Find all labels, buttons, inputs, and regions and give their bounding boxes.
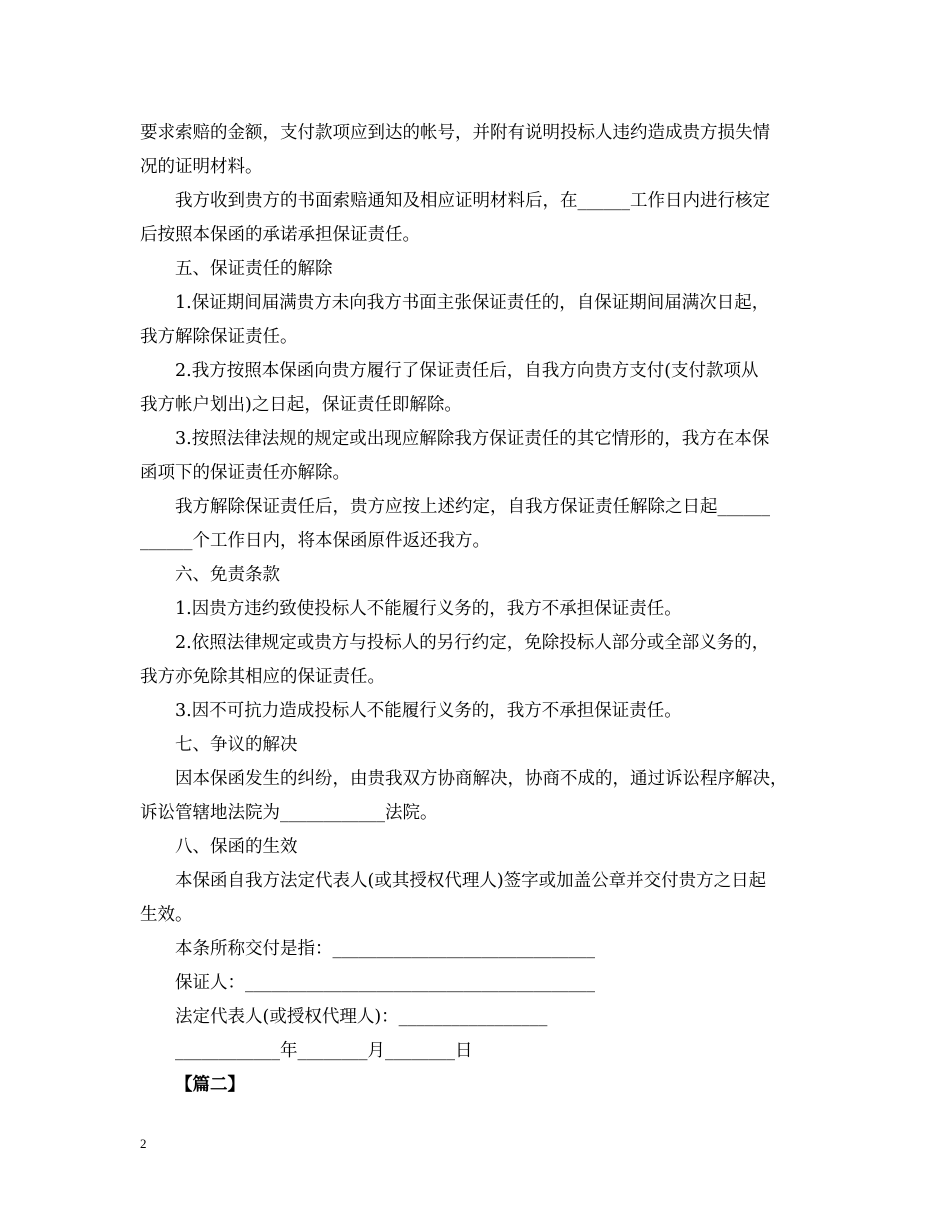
text-line: 生效。 (140, 905, 193, 925)
text-line: 1.因贵方违约致使投标人不能履行义务的，我方不承担保证责任。 (175, 599, 682, 619)
text-line: 保证人：________________________________________ (175, 973, 595, 993)
text-line: 2.依照法律规定或贵方与投标人的另行约定，免除投标人部分或全部义务的， (175, 633, 770, 653)
text-line: 我方解除保证责任后，贵方应按上述约定，自我方保证责任解除之日起______ (175, 497, 770, 517)
text-line: 我方亦免除其相应的保证责任。 (140, 667, 385, 687)
text-line: 1.保证期间届满贵方未向我方书面主张保证责任的，自保证期间届满次日起， (175, 293, 770, 313)
text-line: 3.因不可抗力造成投标人不能履行义务的，我方不承担保证责任。 (175, 701, 682, 721)
text-line: 法定代表人(或授权代理人)：_________________ (175, 1007, 548, 1027)
text-line: 因本保函发生的纠纷，由贵我双方协商解决，协商不成的，通过诉讼程序解决， (175, 769, 788, 789)
text-line: 况的证明材料。 (140, 157, 263, 177)
text-line: 函项下的保证责任亦解除。 (140, 463, 350, 483)
text-line: 2.我方按照本保函向贵方履行了保证责任后，自我方向贵方支付(支付款项从 (175, 361, 759, 381)
text-line: 【篇二】 (175, 1075, 245, 1095)
text-line: 本保函自我方法定代表人(或其授权代理人)签字或加盖公章并交付贵方之日起 (175, 871, 767, 891)
text-line: 七、争议的解决 (175, 735, 298, 755)
text-line: ____________年________月________日 (175, 1041, 473, 1061)
text-line: 六、免责条款 (175, 565, 280, 585)
text-line: 本条所称交付是指：______________________________ (175, 939, 595, 959)
text-line: 五、保证责任的解除 (175, 259, 333, 279)
text-line: 要求索赔的金额，支付款项应到达的帐号，并附有说明投标人违约造成贵方损失情 (140, 123, 770, 143)
text-line: 八、保函的生效 (175, 837, 298, 857)
text-line: 我方帐户划出)之日起，保证责任即解除。 (140, 395, 462, 415)
document-body (140, 116, 815, 1102)
page-number: 2 (140, 1136, 147, 1151)
text-line: ______个工作日内，将本保函原件返还我方。 (140, 531, 490, 551)
text-line: 后按照本保函的承诺承担保证责任。 (140, 225, 420, 245)
text-line: 诉讼管辖地法院为____________法院。 (140, 803, 438, 823)
text-line: 3.按照法律法规的规定或出现应解除我方保证责任的其它情形的，我方在本保 (175, 429, 770, 449)
text-line: 我方解除保证责任。 (140, 327, 298, 347)
text-line: 我方收到贵方的书面索赔通知及相应证明材料后，在______工作日内进行核定 (175, 191, 770, 211)
